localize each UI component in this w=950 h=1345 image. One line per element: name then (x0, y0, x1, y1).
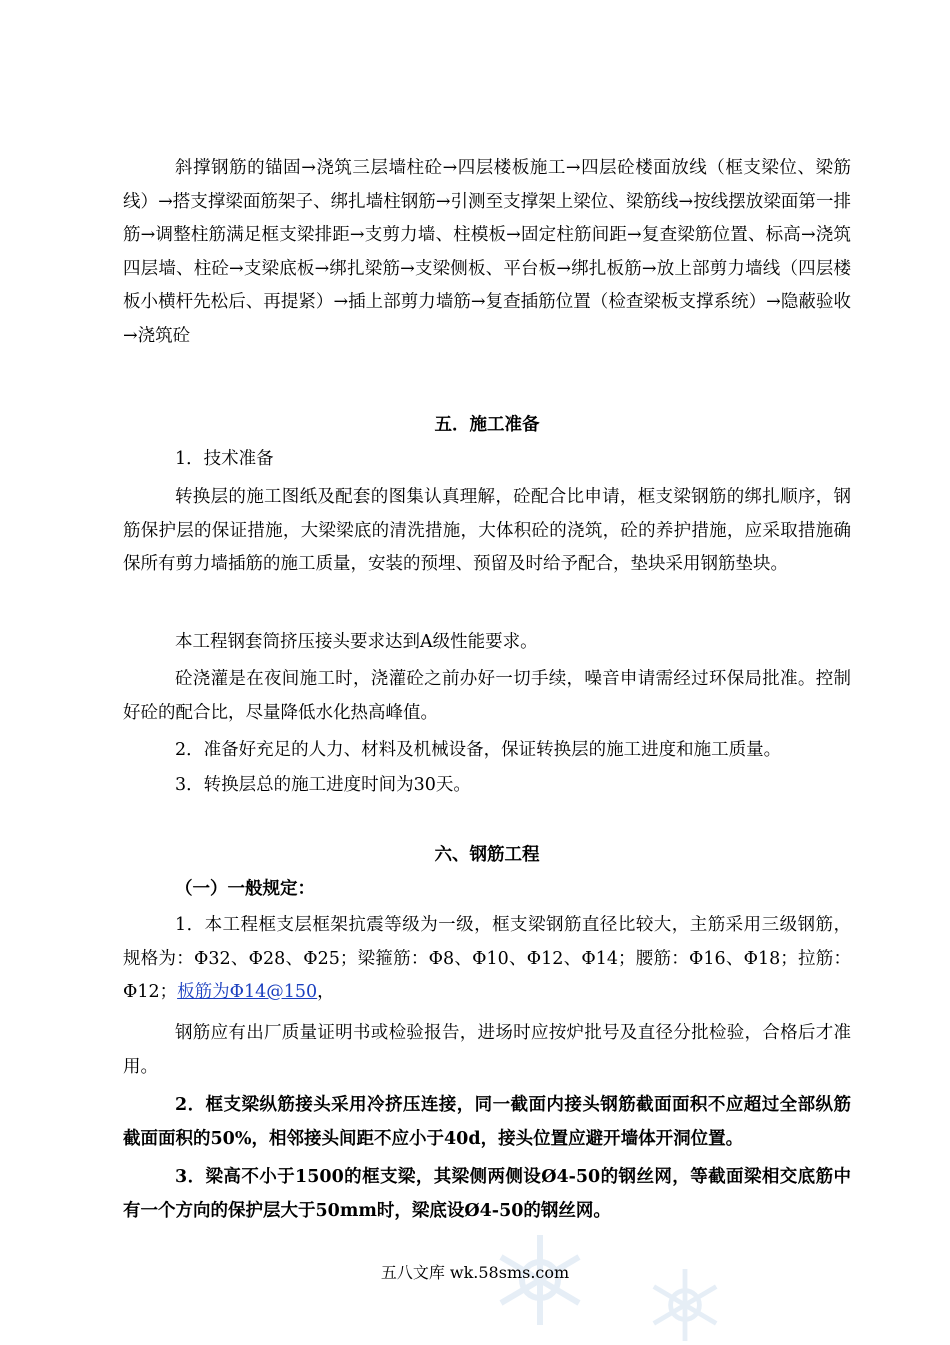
section-6-item-1-end: ， (317, 982, 335, 1002)
section-5-title: 五．施工准备 (434, 415, 540, 435)
section-6-check-paragraph: 钢筋应有出厂质量证明书或检验报告，进场时应按炉批号及直径分批检验，合格后才准用。 (123, 1023, 851, 1077)
section-5-item-3: 3．转换层总的施工进度时间为30天。 (175, 775, 471, 795)
section-6-title: 六、钢筋工程 (434, 845, 540, 865)
section-6-item-1 (123, 909, 851, 1010)
section-5-paragraph-3: 砼浇灌是在夜间施工时，浇灌砼之前办好一切手续，噪音申请需经过环保局批准。控制好砼的配合比，尽量降低水化热高峰值。 (123, 669, 851, 723)
section-6-item-1-text: 1．本工程框支层框架抗震等级为一级，框支梁钢筋直径比较大，主筋采用三级钢筋，规格为：Φ32、Φ28、Φ25；梁箍筋：Φ8、Φ10、Φ12、Φ14；腰筋：Φ16、Φ18；拉筋：Φ12； (123, 915, 851, 1002)
section-5-item-1-title: 1．技术准备 (175, 449, 274, 469)
section-5-paragraph-2: 本工程钢套筒挤压接头要求达到A级性能要求。 (175, 632, 538, 652)
section-6-item-2: 2．框支梁纵筋接头采用冷挤压连接，同一截面内接头钢筋截面面积不应超过全部纵筋截面面积的50%，相邻接头间距不应小于40d，接头位置应避开墙体开洞位置。 (123, 1095, 851, 1149)
section-5-item-2: 2．准备好充足的人力、材料及机械设备，保证转换层的施工进度和施工质量。 (175, 740, 782, 760)
section-6-item-3: 3．梁高不小于1500的框支梁，其梁侧两侧设Ø4-50的钢丝网，等截面梁相交底筋中有一个方向的保护层大于50mm时，梁底设Ø4-50的钢丝网。 (123, 1167, 851, 1221)
section-5-paragraph-1: 转换层的施工图纸及配套的图集认真理解，砼配合比申请，框支梁钢筋的绑扎顺序，钢筋保护层的保证措施，大梁梁底的清洗措施，大体积砼的浇筑，砼的养护措施，应采取措施确保所有剪力墙插筋的施工质量，安装的预埋、预留及时给予配合，垫块采用钢筋垫块。 (123, 487, 851, 574)
section-6-subtitle: （一）一般规定： (175, 879, 315, 899)
flow-paragraph: 斜撑钢筋的锚固→浇筑三层墙柱砼→四层楼板施工→四层砼楼面放线（框支梁位、梁筋线）→搭支撑梁面筋架子、绑扎墙柱钢筋→引测至支撑架上梁位、梁筋线→按线摆放梁面第一排筋→调整柱筋满足框支梁排距→支剪力墙、柱模板→固定柱筋间距→复查梁筋位置、标高→浇筑四层墙、柱砼→支梁底板→绑扎梁筋→支梁侧板、平台板→绑扎板筋→放上部剪力墙线（四层楼板小横杆先松后、再提紧）→插上部剪力墙筋→复查插筋位置（检查梁板支撑系统）→隐蔽验收→浇筑砼 (123, 158, 851, 346)
footer-source: 五八文库 wk.58sms.com (380, 1263, 570, 1282)
slab-rebar-link[interactable]: 板筋为Φ14@150 (177, 982, 318, 1002)
